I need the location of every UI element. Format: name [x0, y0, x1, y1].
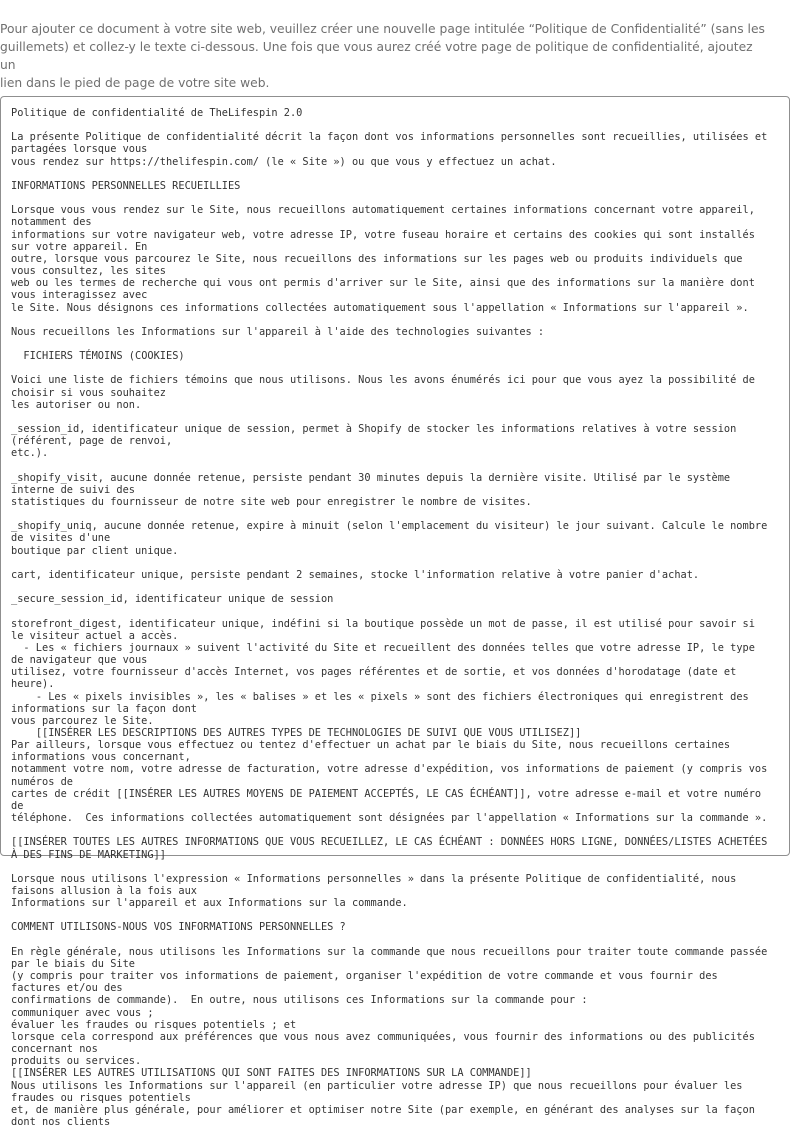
- policy-text-area[interactable]: [0, 96, 790, 1128]
- policy-text: Politique de confidentialité de TheLifespin 2.0 La présente Politique de confidentialité décrit la façon dont vos informations personnelles sont recueillies, utilisées et partagées lorsque vous vous rendez sur https://thelifespin.com/ (le « Site ») ou que vous y effectuez un achat. INFORMATIONS PERSONNELLES RECUEILLIES Lorsque vous vous rendez sur le Site, nous recueillons automatiquement certaines informations concernant votre appareil, notamment des informations sur votre navigateur web, votre adresse IP, votre fuseau horaire et certains des cookies qui sont installés sur votre appareil. En outre, lorsque vous parcourez le Site, nous recueillons des informations sur les pages web ou produits individuels que vous consultez, les sites web ou les termes de recherche qui vous ont permis d'arriver sur le Site, ainsi que des informations sur la manière dont vous interagissez avec le Site. Nous désignons ces informations collectées automatiquement sous l'appellation « Informations sur l'appareil ». Nous recueillons les Informations sur l'appareil à l'aide des technologies suivantes : FICHIERS TÉMOINS (COOKIES) Voici une liste de fichiers témoins que nous utilisons. Nous les avons énumérés ici pour que vous ayez la possibilité de choisir si vous souhaitez les autoriser ou non. _session_id, identificateur unique de session, permet à Shopify de stocker les informations relatives à votre session (référent, page de renvoi, etc.). _shopify_visit, aucune donnée retenue, persiste pendant 30 minutes depuis la dernière visite. Utilisé par le système interne de suivi des statistiques du fournisseur de notre site web pour enregistrer le nombre de visites. _shopify_uniq, aucune donnée retenue, expire à minuit (selon l'emplacement du visiteur) le jour suivant. Calcule le nombre de visites d'une boutique par client unique. cart, identificateur unique, persiste pendant 2 semaines, stocke l'information relative à votre panier d'achat. _secure_session_id, identificateur unique de session storefront_digest, identificateur unique, indéfini si la boutique possède un mot de passe, il est utilisé pour savoir si le visiteur actuel a accès. - Les « fichiers journaux » suivent l'activité du Site et recueillent des données telles que votre adresse IP, le type de navigateur que vous utilisez, votre fournisseur d'accès Internet, vos pages référentes et de sortie, et vos données d'horodatage (date et heure). - Les « pixels invisibles », les « balises » et les « pixels » sont des fichiers électroniques qui enregistrent des informations sur la façon dont vous parcourez le Site. [[INSÉRER LES DESCRIPTIONS DES AUTRES TYPES DE TECHNOLOGIES DE SUIVI QUE VOUS UTILISEZ]] Par ailleurs, lorsque vous effectuez ou tentez d'effectuer un achat par le biais du Site, nous recueillons certaines informations vous concernant, notamment votre nom, votre adresse de facturation, votre adresse d'expédition, vos informations de paiement (y compris vos numéros de cartes de crédit [[INSÉRER LES AUTRES MOYENS DE PAIEMENT ACCEPTÉS, LE CAS ÉCHÉANT]], votre adresse e-mail et votre numéro de téléphone. Ces informations collectées automatiquement sont désignées par l'appellation « Informations sur la commande ». [[INSÉRER TOUTES LES AUTRES INFORMATIONS QUE VOUS RECUEILLEZ, LE CAS ÉCHÉANT : DONNÉES HORS LIGNE, DONNÉES/LISTES ACHETÉES À DES FINS DE MARKETING]] Lorsque nous utilisons l'expression « Informations personnelles » dans la présente Politique de confidentialité, nous faisons allusion à la fois aux Informations sur l'appareil et aux Informations sur la commande. COMMENT UTILISONS-NOUS VOS INFORMATIONS PERSONNELLES ? En règle générale, nous utilisons les Informations sur la commande que nous recueillons pour traiter toute commande passée par le biais du Site (y compris pour traiter vos informations de paiement, organiser l'expédition de votre commande et vous fournir des factures et/ou des confirmations de commande). En outre, nous utilisons ces Informations sur la commande pour : communiquer avec vous ; évaluer les fraudes ou risques potentiels ; et lorsque cela correspond aux préférences que vous nous avez communiquées, vous fournir des informations ou des publicités concernant nos produits ou services. [[INSÉRER LES AUTRES UTILISATIONS QUI SONT FAITES DES INFORMATIONS SUR LA COMMANDE]] Nous utilisons les Informations sur l'appareil (en particulier votre adresse IP) que nous recueillons pour évaluer les fraudes ou risques potentiels et, de manière plus générale, pour améliorer et optimiser notre Site (par exemple, en générant des analyses sur la façon dont nos clients: [11, 107, 768, 1128]
- instructions-paragraph: Pour ajouter ce document à votre site web, veuillez créer une nouvelle page intitulée “Politique de Confidentialité” (sans les guillemets) et collez-y le texte ci-dessous. Une fois que vous aurez créé votre page de politique de confidentialité, ajoutez un lien dans le pied de page de votre site web.: [0, 22, 765, 90]
